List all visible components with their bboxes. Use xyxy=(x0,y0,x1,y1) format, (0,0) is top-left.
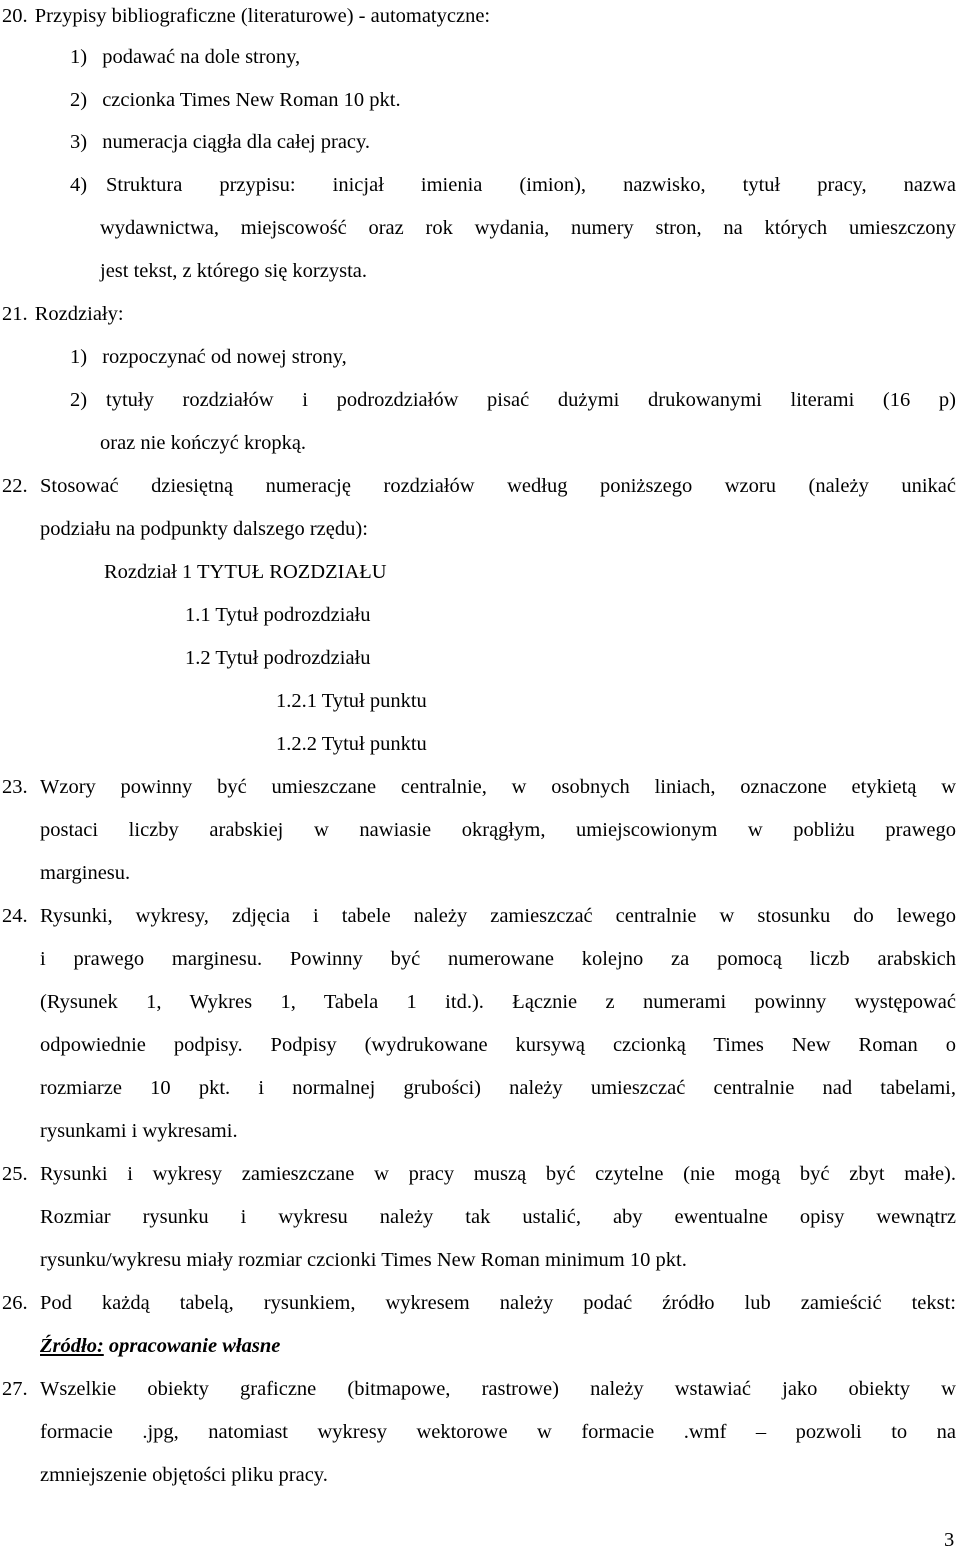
item-line: marginesu. xyxy=(40,862,131,884)
sub-item-line: Struktura przypisu: inicjał imienia (imion), nazwisko, tytuł pracy, nazwa xyxy=(106,174,956,196)
item-line: Pod każdą tabelą, rysunkiem, wykresem należy podać źródło lub zamieścić tekst: xyxy=(40,1292,956,1314)
item-line: (Rysunek 1, Wykres 1, Tabela 1 itd.). Łącznie z numerami powinny występować xyxy=(40,991,956,1013)
sub-item-number: 4) xyxy=(70,174,88,196)
sub-item: 1) podawać na dole strony, xyxy=(70,46,301,68)
sub-item: 2) czcionka Times New Roman 10 pkt. xyxy=(70,89,401,111)
list-item-20 xyxy=(2,4,490,28)
source-label: Źródło: xyxy=(40,1335,104,1357)
item-line: Rysunki i wykresy zamieszczane w pracy muszą być czytelne (nie mogą być zbyt małe). xyxy=(40,1163,956,1185)
item-line: odpowiednie podpisy. Podpisy (wydrukowane kursywą czcionką Times New Roman o xyxy=(40,1034,956,1056)
sub-item: 3) numeracja ciągła dla całej pracy. xyxy=(70,131,371,153)
sub-item: 1) rozpoczynać od nowej strony, xyxy=(70,346,347,368)
item-number: 22. xyxy=(2,475,28,497)
sub-item-number: 2) xyxy=(70,389,88,411)
item-line: rysunku/wykresu miały rozmiar czcionki Times New Roman minimum 10 pkt. xyxy=(40,1249,687,1271)
item-line: Stosować dziesiętną numerację rozdziałów według poniższego wzoru (należy unikać xyxy=(40,475,956,497)
item-line: formacie .jpg, natomiast wykresy wektorowe w formacie .wmf – pozwoli to na xyxy=(40,1421,956,1443)
item-text: Przypisy bibliograficzne (literaturowe) - automatyczne: xyxy=(34,5,491,27)
list-item-21 xyxy=(2,302,124,326)
source-text: opracowanie własne xyxy=(103,1335,281,1357)
item-line: zmniejszenie objętości pliku pracy. xyxy=(40,1464,328,1486)
item-number: 23. xyxy=(2,776,28,798)
item-number: 21. xyxy=(2,303,28,325)
chapter-example: Rozdział 1 TYTUŁ ROZDZIAŁU xyxy=(104,561,387,583)
item-line: rysunkami i wykresami. xyxy=(40,1120,238,1142)
item-line: postaci liczby arabskiej w nawiasie okrągłym, umiejscowionym w pobliżu prawego xyxy=(40,819,956,841)
sub-item-line: tytuły rozdziałów i podrozdziałów pisać dużymi drukowanymi literami (16 p) xyxy=(106,389,956,411)
item-line: Rysunki, wykresy, zdjęcia i tabele należy zamieszczać centralnie w stosunku do lewego xyxy=(40,905,956,927)
subchapter-example: 1.2 Tytuł podrozdziału xyxy=(185,647,371,669)
sub-item-line: oraz nie kończyć kropką. xyxy=(100,432,307,454)
item-number: 20. xyxy=(2,5,28,27)
source-note xyxy=(40,1334,280,1358)
subchapter-example: 1.1 Tytuł podrozdziału xyxy=(185,604,371,626)
item-line: rozmiarze 10 pkt. i normalnej grubości) należy umieszczać centralnie nad tabelami, xyxy=(40,1077,956,1099)
point-example: 1.2.2 Tytuł punktu xyxy=(276,733,427,755)
item-number: 24. xyxy=(2,905,28,927)
item-line: i prawego marginesu. Powinny być numerowane kolejno za pomocą liczb arabskich xyxy=(40,948,956,970)
sub-item-line: jest tekst, z którego się korzysta. xyxy=(100,260,368,282)
item-number: 25. xyxy=(2,1163,28,1185)
item-number: 26. xyxy=(2,1292,28,1314)
item-number: 27. xyxy=(2,1378,28,1400)
item-line: podziału na podpunkty dalszego rzędu): xyxy=(40,518,368,540)
point-example: 1.2.1 Tytuł punktu xyxy=(276,690,427,712)
page-number: 3 xyxy=(944,1529,955,1551)
item-line: Rozmiar rysunku i wykresu należy tak ustalić, aby ewentualne opisy wewnątrz xyxy=(40,1206,956,1228)
item-line: Wszelkie obiekty graficzne (bitmapowe, rastrowe) należy wstawiać jako obiekty w xyxy=(40,1378,956,1400)
item-line: Wzory powinny być umieszczane centralnie, w osobnych liniach, oznaczone etykietą w xyxy=(40,776,956,798)
item-text: Rozdziały: xyxy=(34,303,124,325)
sub-item-line: wydawnictwa, miejscowość oraz rok wydania, numery stron, na których umieszczony xyxy=(100,217,956,239)
